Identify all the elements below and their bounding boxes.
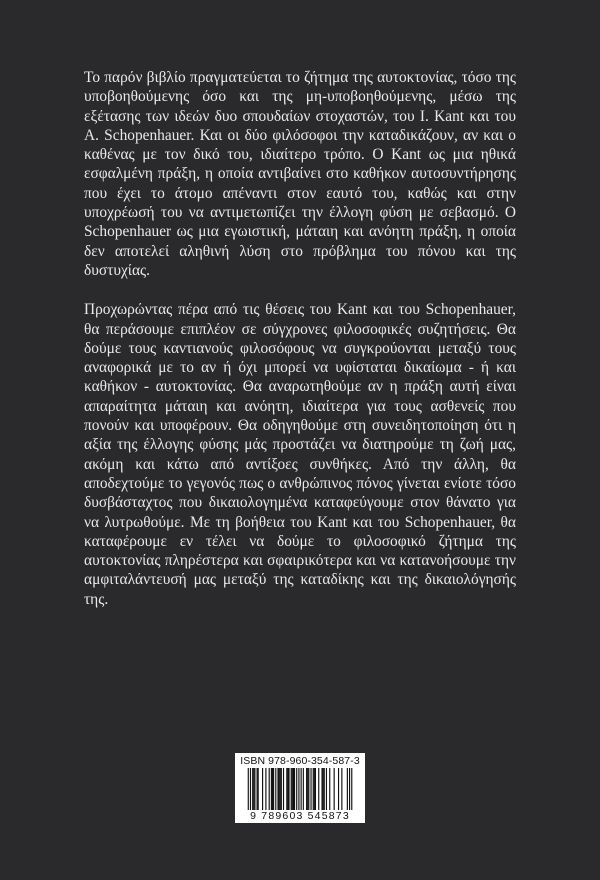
barcode-bar [257, 768, 258, 810]
barcode-bar [306, 768, 307, 810]
barcode-bar [341, 768, 342, 810]
barcode-bar [347, 768, 348, 810]
barcode-bar [334, 768, 335, 810]
barcode-bar [315, 768, 316, 810]
barcode-bar [326, 768, 327, 810]
barcode-bar [272, 768, 273, 810]
barcode-bar [307, 768, 308, 810]
barcode-bar [308, 768, 309, 810]
blurb-paragraph-2: Προχωρώντας πέρα από τις θέσεις του Kant και του Schopenhauer, θα περάσουμε επιπλέον σε σύγχρονες φιλοσοφικές συζητήσεις. Θα δούμε τους καντιανούς φιλοσόφους να συγκρούονται μεταξύ τους αναφορικά με το αν ή όχι μπορεί να υφίσταται δικαίωμα - ή και καθήκον - αυτοκτονίας. Θα αναρωτηθούμε αν η πράξη αυτή είναι απαραίτητα μάταιη και ανόητη, ιδιαίτερα για τους ασθενείς που πονούν και υποφέρουν. Θα οδηγηθούμε στη συνειδητοποίηση ότι η αξία της έλλογης φύσης μάς προστάζει να διατηρούμε τη ζωή μας, ακόμη και κάτω από αντίξοες συνθήκες. Από την άλλη, θα αποδεχτούμε το γεγονός πως ο ανθρώπινος πόνος γίνεται ενίοτε τόσο δυσβάσταχτος που δικαιολογημένα καταφεύγουμε στον θάνατο για να λυτρωθούμε. Με τη βοήθεια του Kant και του Schopenhauer, θα καταφέρουμε εν τέλει να δούμε το φιλοσοφικό ζήτημα της αυτοκτονίας πληρέστερα και σφαιρικότερα και να κατανοήσουμε την αμφιταλάντευσή μας μεταξύ της καταδίκης και της δικαιολόγησής της. [84, 301, 516, 608]
barcode-bar [271, 768, 272, 810]
barcode-bar [314, 768, 315, 810]
barcode-bar [277, 768, 278, 810]
barcode-bar [273, 768, 274, 810]
barcode-bar [281, 768, 282, 810]
barcode-bar [258, 768, 259, 810]
barcode-bar [298, 768, 299, 810]
barcode-bar [292, 768, 293, 810]
barcode-bar [287, 768, 288, 810]
barcode-bar [296, 768, 297, 810]
barcode-bar [310, 768, 311, 810]
barcode-bar [262, 768, 263, 810]
barcode-bar [286, 768, 287, 810]
barcode-bars [240, 768, 360, 810]
barcode-bar [283, 768, 284, 810]
barcode-bar [248, 768, 249, 810]
barcode-bar [324, 768, 325, 810]
barcode-bar [250, 768, 251, 810]
barcode-bar [280, 768, 281, 810]
barcode-bar [291, 768, 292, 810]
barcode-bar [313, 768, 314, 810]
barcode-bar [349, 768, 350, 810]
barcode-bar [253, 768, 254, 810]
isbn-label: ISBN 978-960-354-587-3 [240, 755, 360, 767]
barcode-bar [288, 768, 289, 810]
blurb-text [84, 68, 516, 609]
barcode-bar [294, 768, 295, 810]
barcode-bar [301, 768, 302, 810]
barcode-bar [293, 768, 294, 810]
barcode-bar [321, 768, 322, 810]
barcode-bar [338, 768, 339, 810]
barcode-bar [351, 768, 352, 810]
barcode-digits: 9 789603 545873 [244, 810, 356, 822]
blurb-paragraph-1: Το παρόν βιβλίο πραγματεύεται το ζήτημα της αυτοκτονίας, τόσο της υποβοηθούμενης όσο και της μη-υποβοηθούμενης, μέσω της εξέτασης των ιδεών δυο σπουδαίων στοχαστών, του I. Kant και του A. Schopenhauer. Και οι δύο φιλόσοφοι την καταδικάζουν, αν και ο καθένας με τον δικό του, ιδιαίτερο τρόπο. Ο Kant ως μια ηθικά εσφαλμένη πράξη, η οποία αντιβαίνει στο καθήκον αυτοσυντήρησης που έχει το άτομο απέναντι στον εαυτό του, καθώς και στην υποχρέωσή του να αντιμετωπίζει την έλλογη φύση με σεβασμό. Ο Schopenhauer ως μια εγωιστική, μάταιη και ανόητη πράξη, η οποία δεν αποτελεί αληθινή λύση στο πρόβλημα του πόνου και της δυστυχίας. [84, 69, 516, 279]
barcode-bar [329, 768, 330, 810]
barcode-bar [323, 768, 324, 810]
barcode-bar [279, 768, 280, 810]
barcode-bar [265, 768, 266, 810]
barcode-bar [254, 768, 255, 810]
barcode-bar [303, 768, 304, 810]
barcode-bar [318, 768, 319, 810]
barcode-bar [252, 768, 253, 810]
isbn-barcode [235, 753, 365, 823]
barcode-bar [269, 768, 270, 810]
barcode-bar [275, 768, 276, 810]
